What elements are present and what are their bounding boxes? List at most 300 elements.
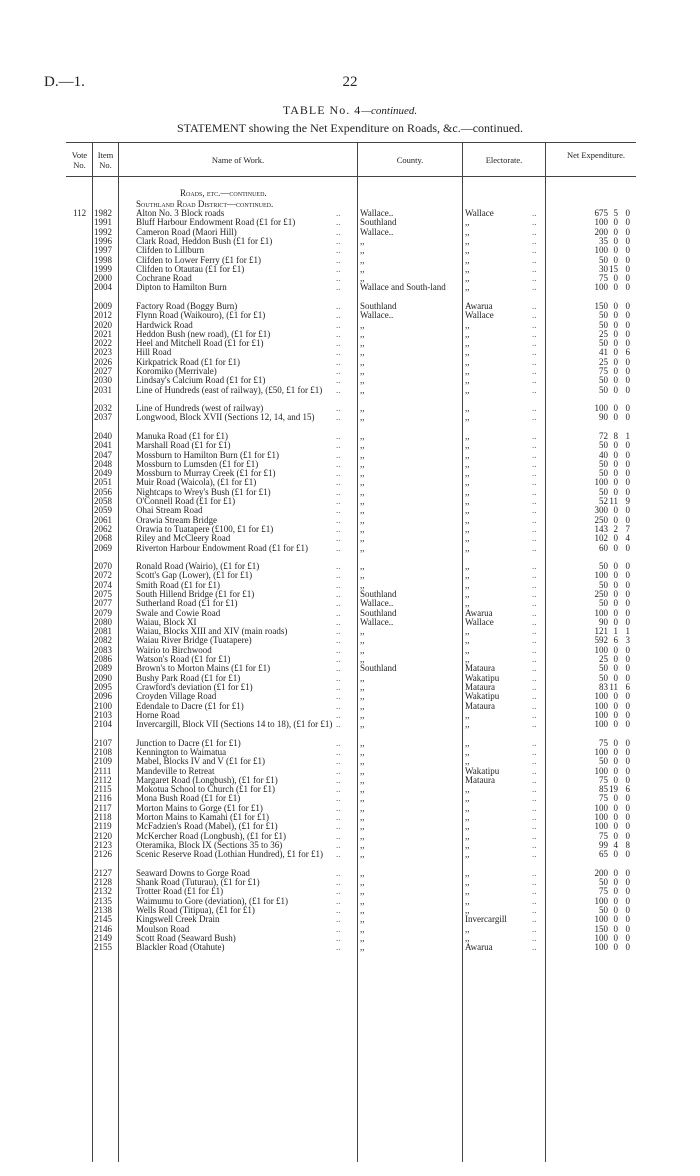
pounds: 90 bbox=[599, 616, 608, 627]
shillings: 0 bbox=[613, 245, 618, 256]
work-name: Junction to Dacre (£1 for £1) bbox=[136, 737, 241, 748]
item-number: 2132 bbox=[94, 886, 112, 897]
county: ,, bbox=[360, 737, 365, 748]
table-row bbox=[0, 413, 700, 431]
item-number: 2149 bbox=[94, 932, 112, 943]
leader-dots: .. bbox=[532, 561, 537, 571]
shillings: 0 bbox=[613, 709, 618, 720]
pence: 0 bbox=[625, 812, 630, 822]
work-name: Scott Road (Seaward Bush) bbox=[136, 932, 236, 943]
pence: 0 bbox=[625, 245, 630, 256]
county: ,, bbox=[360, 347, 365, 358]
leader-dots: .. bbox=[532, 208, 537, 218]
leader-dots: .. bbox=[532, 496, 537, 506]
electorate: ,, bbox=[465, 366, 470, 376]
shillings: 0 bbox=[613, 356, 618, 367]
vote-number: 112 bbox=[73, 208, 87, 218]
pounds: 72 bbox=[599, 430, 608, 441]
pence: 0 bbox=[625, 904, 630, 915]
item-number: 2135 bbox=[94, 895, 112, 906]
item-number: 2111 bbox=[94, 765, 112, 776]
leader-dots: .. bbox=[336, 208, 341, 218]
item-number: 2116 bbox=[94, 793, 112, 804]
county: ,, bbox=[360, 802, 365, 813]
electorate: Mataura bbox=[465, 774, 495, 785]
electorate: ,, bbox=[465, 468, 470, 479]
pence: 0 bbox=[625, 895, 630, 906]
leader-dots: .. bbox=[532, 672, 537, 683]
leader-dots: .. bbox=[336, 449, 341, 460]
work-name: Ohai Stream Road bbox=[136, 505, 203, 516]
shillings: 5 bbox=[613, 208, 618, 218]
pounds: 50 bbox=[599, 904, 608, 915]
work-name: Waiau, Block XI bbox=[136, 616, 197, 627]
electorate: ,, bbox=[465, 830, 470, 841]
pounds: 50 bbox=[599, 598, 608, 609]
pence: 0 bbox=[625, 458, 630, 469]
item-number: 2115 bbox=[94, 784, 112, 795]
pounds: 75 bbox=[599, 737, 608, 748]
pence: 0 bbox=[625, 505, 630, 516]
shillings: 0 bbox=[613, 310, 618, 321]
pounds: 50 bbox=[599, 375, 608, 386]
leader-dots: .. bbox=[336, 440, 341, 451]
shillings: 0 bbox=[613, 403, 618, 414]
item-number: 2119 bbox=[94, 821, 112, 832]
electorate: ,, bbox=[465, 496, 470, 506]
item-number: 2027 bbox=[94, 366, 112, 376]
shillings: 0 bbox=[613, 514, 618, 525]
electorate: ,, bbox=[465, 737, 470, 748]
work-name: Hardwick Road bbox=[136, 319, 193, 330]
shillings: 0 bbox=[613, 273, 618, 284]
pounds: 592 bbox=[594, 635, 608, 646]
shillings: 0 bbox=[613, 226, 618, 237]
leader-dots: .. bbox=[336, 588, 341, 599]
county: Wallace.. bbox=[360, 310, 394, 321]
section-heading: Roads, etc.—continued. bbox=[180, 188, 267, 198]
item-number: 2082 bbox=[94, 635, 112, 646]
county: ,, bbox=[360, 681, 365, 692]
leader-dots: .. bbox=[532, 914, 537, 925]
county: ,, bbox=[360, 886, 365, 897]
electorate: ,, bbox=[465, 895, 470, 906]
page-number: 22 bbox=[342, 74, 358, 90]
shillings: 0 bbox=[613, 235, 618, 246]
electorate: ,, bbox=[465, 254, 470, 265]
leader-dots: .. bbox=[336, 598, 341, 609]
county: ,, bbox=[360, 793, 365, 804]
electorate: ,, bbox=[465, 579, 470, 590]
shillings: 0 bbox=[613, 533, 618, 544]
shillings: 11 bbox=[609, 681, 618, 692]
leader-dots: .. bbox=[532, 319, 537, 330]
pence: 0 bbox=[625, 830, 630, 841]
shillings: 0 bbox=[613, 486, 618, 497]
county: ,, bbox=[360, 263, 365, 274]
shillings: 0 bbox=[613, 598, 618, 609]
pounds: 40 bbox=[599, 449, 608, 460]
table-row bbox=[0, 311, 700, 320]
leader-dots: .. bbox=[336, 942, 341, 953]
leader-dots: .. bbox=[336, 691, 341, 702]
item-number: 2103 bbox=[94, 709, 112, 720]
leader-dots: .. bbox=[532, 867, 537, 878]
county: ,, bbox=[360, 366, 365, 376]
shillings: 2 bbox=[613, 523, 618, 534]
electorate: ,, bbox=[465, 886, 470, 897]
item-number: 2072 bbox=[94, 570, 112, 581]
electorate: ,, bbox=[465, 440, 470, 451]
county: ,, bbox=[360, 700, 365, 711]
work-name: Clifden to Otautau (£1 for £1) bbox=[136, 263, 245, 274]
header-bottom-rule bbox=[66, 176, 636, 177]
leader-dots: .. bbox=[532, 765, 537, 776]
county: ,, bbox=[360, 384, 365, 395]
pounds: 150 bbox=[594, 300, 608, 311]
leader-dots: .. bbox=[532, 226, 537, 237]
leader-dots: .. bbox=[336, 904, 341, 915]
county: ,, bbox=[360, 877, 365, 887]
table-row bbox=[0, 757, 700, 766]
leader-dots: .. bbox=[336, 403, 341, 414]
work-name: Factory Road (Boggy Burn) bbox=[136, 300, 238, 311]
table-row bbox=[0, 283, 700, 301]
electorate: ,, bbox=[465, 347, 470, 358]
leader-dots: .. bbox=[336, 412, 341, 423]
shillings: 0 bbox=[613, 821, 618, 832]
pence: 0 bbox=[625, 672, 630, 683]
item-number: 1982 bbox=[94, 208, 112, 218]
leader-dots: .. bbox=[532, 719, 537, 730]
leader-dots: .. bbox=[532, 700, 537, 711]
leader-dots: .. bbox=[336, 774, 341, 785]
item-number: 2128 bbox=[94, 877, 112, 887]
item-number: 1998 bbox=[94, 254, 112, 265]
pounds: 50 bbox=[599, 468, 608, 479]
pounds: 50 bbox=[599, 310, 608, 321]
leader-dots: .. bbox=[336, 263, 341, 274]
shillings: 0 bbox=[613, 849, 618, 860]
county: ,, bbox=[360, 709, 365, 720]
leader-dots: .. bbox=[336, 672, 341, 683]
item-number: 2120 bbox=[94, 830, 112, 841]
work-name: Crawford's deviation (£1 for £1) bbox=[136, 681, 253, 692]
shillings: 0 bbox=[613, 440, 618, 451]
county: ,, bbox=[360, 691, 365, 702]
table-row bbox=[0, 441, 700, 450]
leader-dots: .. bbox=[336, 226, 341, 237]
electorate: ,, bbox=[465, 226, 470, 237]
item-number: 2012 bbox=[94, 310, 112, 321]
work-name: Kingswell Creek Drain bbox=[136, 914, 220, 925]
pence: 0 bbox=[625, 235, 630, 246]
table-row bbox=[0, 534, 700, 543]
county: Southland bbox=[360, 607, 397, 618]
work-name: Muir Road (Waicola), (£1 for £1) bbox=[136, 477, 257, 488]
pence: 0 bbox=[625, 654, 630, 664]
electorate: ,, bbox=[465, 338, 470, 349]
pounds: 121 bbox=[594, 626, 608, 637]
leader-dots: .. bbox=[532, 486, 537, 497]
electorate: ,, bbox=[465, 793, 470, 804]
work-name: Clifden to Lower Ferry (£1 for £1) bbox=[136, 254, 261, 265]
shillings: 0 bbox=[613, 449, 618, 460]
county: ,, bbox=[360, 375, 365, 386]
work-name: Morton Mains to Kamahi (£1 for £1) bbox=[136, 812, 269, 822]
county: ,, bbox=[360, 254, 365, 265]
shillings: 0 bbox=[613, 458, 618, 469]
pence: 0 bbox=[625, 588, 630, 599]
work-name: South Hillend Bridge (£1 for £1) bbox=[136, 588, 255, 599]
item-number: 2138 bbox=[94, 904, 112, 915]
electorate: ,, bbox=[465, 486, 470, 497]
item-number: 2107 bbox=[94, 737, 112, 748]
leader-dots: .. bbox=[532, 245, 537, 256]
county: ,, bbox=[360, 830, 365, 841]
pence: 0 bbox=[625, 737, 630, 748]
leader-dots: .. bbox=[532, 681, 537, 692]
pounds: 75 bbox=[599, 830, 608, 841]
electorate: ,, bbox=[465, 477, 470, 488]
work-name: Oteramika, Block IX (Sections 35 to 36) bbox=[136, 839, 283, 850]
shillings: 0 bbox=[613, 877, 618, 887]
electorate: ,, bbox=[465, 561, 470, 571]
county: ,, bbox=[360, 644, 365, 655]
pounds: 100 bbox=[594, 691, 608, 702]
pounds: 100 bbox=[594, 709, 608, 720]
pence: 0 bbox=[625, 942, 630, 953]
leader-dots: .. bbox=[532, 942, 537, 953]
pence: 0 bbox=[625, 616, 630, 627]
leader-dots: .. bbox=[532, 533, 537, 544]
work-name: Nightcaps to Wrey's Bush (£1 for £1) bbox=[136, 486, 271, 497]
leader-dots: .. bbox=[336, 812, 341, 822]
work-name: Marshall Road (£1 for £1) bbox=[136, 440, 231, 451]
item-number: 2022 bbox=[94, 338, 112, 349]
work-name: Mandeville to Retreat bbox=[136, 765, 215, 776]
pence: 0 bbox=[625, 561, 630, 571]
county: Southland bbox=[360, 217, 397, 228]
leader-dots: .. bbox=[336, 356, 341, 367]
leader-dots: .. bbox=[532, 895, 537, 906]
table-title bbox=[0, 103, 700, 118]
electorate: ,, bbox=[465, 533, 470, 544]
pence: 0 bbox=[625, 746, 630, 757]
pounds: 50 bbox=[599, 458, 608, 469]
electorate: ,, bbox=[465, 588, 470, 599]
work-name: Invercargill, Block VII (Sections 14 to 18), (£1 for £1) bbox=[136, 719, 333, 730]
item-number: 2026 bbox=[94, 356, 112, 367]
electorate: ,, bbox=[465, 235, 470, 246]
leader-dots: .. bbox=[336, 877, 341, 887]
work-name: Bushy Park Road (£1 for £1) bbox=[136, 672, 241, 683]
pence: 0 bbox=[625, 282, 630, 293]
item-number: 2086 bbox=[94, 654, 112, 664]
item-number: 2123 bbox=[94, 839, 112, 850]
work-name: Bluff Harbour Endowment Road (£1 for £1) bbox=[136, 217, 296, 228]
work-name: Mossburn to Hamilton Burn (£1 for £1) bbox=[136, 449, 279, 460]
pounds: 143 bbox=[594, 523, 608, 534]
leader-dots: .. bbox=[336, 663, 341, 674]
pounds: 100 bbox=[594, 821, 608, 832]
leader-dots: .. bbox=[336, 430, 341, 441]
table-row bbox=[0, 376, 700, 385]
electorate: ,, bbox=[465, 877, 470, 887]
pounds: 75 bbox=[599, 793, 608, 804]
shillings: 0 bbox=[613, 561, 618, 571]
pounds: 100 bbox=[594, 765, 608, 776]
table-row bbox=[0, 850, 700, 868]
work-name: Swale and Cowie Road bbox=[136, 607, 221, 618]
county: ,, bbox=[360, 746, 365, 757]
leader-dots: .. bbox=[532, 923, 537, 934]
pence: 1 bbox=[625, 430, 630, 441]
pence: 0 bbox=[625, 663, 630, 674]
leader-dots: .. bbox=[336, 533, 341, 544]
pounds: 100 bbox=[594, 895, 608, 906]
county: ,, bbox=[360, 756, 365, 767]
work-name: Dipton to Hamilton Burn bbox=[136, 282, 227, 293]
pence: 0 bbox=[625, 319, 630, 330]
county: ,, bbox=[360, 486, 365, 497]
work-name: Ronald Road (Wairio), (£1 for £1) bbox=[136, 561, 260, 571]
header-electorate: Electorate. bbox=[485, 155, 523, 165]
electorate: ,, bbox=[465, 217, 470, 228]
pounds: 50 bbox=[599, 319, 608, 330]
county: ,, bbox=[360, 765, 365, 776]
leader-dots: .. bbox=[336, 375, 341, 386]
leader-dots: .. bbox=[336, 607, 341, 618]
item-number: 2069 bbox=[94, 542, 112, 553]
leader-dots: .. bbox=[532, 588, 537, 599]
leader-dots: .. bbox=[532, 310, 537, 321]
county: Southland bbox=[360, 300, 397, 311]
leader-dots: .. bbox=[532, 709, 537, 720]
pence: 0 bbox=[625, 774, 630, 785]
leader-dots: .. bbox=[532, 756, 537, 767]
item-number: 2004 bbox=[94, 282, 112, 293]
leader-dots: .. bbox=[532, 579, 537, 590]
county: ,, bbox=[360, 235, 365, 246]
shillings: 0 bbox=[613, 774, 618, 785]
shillings: 15 bbox=[609, 263, 618, 274]
leader-dots: .. bbox=[336, 366, 341, 376]
electorate: ,, bbox=[465, 812, 470, 822]
pounds: 100 bbox=[594, 802, 608, 813]
pence: 0 bbox=[625, 328, 630, 339]
leader-dots: .. bbox=[532, 932, 537, 943]
electorate: ,, bbox=[465, 654, 470, 664]
shillings: 0 bbox=[613, 384, 618, 395]
pence: 1 bbox=[625, 626, 630, 637]
leader-dots: .. bbox=[336, 505, 341, 516]
electorate: ,, bbox=[465, 514, 470, 525]
leader-dots: .. bbox=[532, 654, 537, 664]
electorate: Wakatipu bbox=[465, 691, 500, 702]
pence: 6 bbox=[625, 784, 630, 795]
shillings: 0 bbox=[613, 588, 618, 599]
electorate: ,, bbox=[465, 626, 470, 637]
pounds: 50 bbox=[599, 672, 608, 683]
item-number: 2023 bbox=[94, 347, 112, 358]
electorate: ,, bbox=[465, 375, 470, 386]
work-name: Clifden to Lillburn bbox=[136, 245, 204, 256]
work-name: Mona Bush Road (£1 for £1) bbox=[136, 793, 241, 804]
item-number: 2104 bbox=[94, 719, 112, 730]
pence: 0 bbox=[625, 310, 630, 321]
item-number: 2109 bbox=[94, 756, 112, 767]
pounds: 200 bbox=[594, 867, 608, 878]
electorate: ,, bbox=[465, 904, 470, 915]
electorate: Wallace bbox=[465, 208, 494, 218]
work-name: Orawia to Tuatapere (£100, £1 for £1) bbox=[136, 523, 274, 534]
pence: 0 bbox=[625, 477, 630, 488]
work-name: Sutherland Road (£1 for £1) bbox=[136, 598, 238, 609]
pence: 0 bbox=[625, 403, 630, 414]
pounds: 25 bbox=[599, 328, 608, 339]
pounds: 675 bbox=[594, 208, 608, 218]
leader-dots: .. bbox=[336, 477, 341, 488]
county: ,, bbox=[360, 932, 365, 943]
work-name: Horne Road bbox=[136, 709, 180, 720]
electorate: Mataura bbox=[465, 700, 495, 711]
leader-dots: .. bbox=[532, 784, 537, 795]
pounds: 75 bbox=[599, 886, 608, 897]
item-number: 2096 bbox=[94, 691, 112, 702]
work-name: Orawia Stream Bridge bbox=[136, 514, 217, 525]
work-name: Scenic Reserve Road (Lothian Hundred), £1 for £1) bbox=[136, 849, 323, 860]
item-number: 2118 bbox=[94, 812, 112, 822]
leader-dots: .. bbox=[532, 356, 537, 367]
work-name: Line of Hundreds (east of railway), (£50, £1 for £1) bbox=[136, 384, 323, 395]
item-number: 2145 bbox=[94, 914, 112, 925]
pence: 0 bbox=[625, 208, 630, 218]
table-row bbox=[0, 822, 700, 831]
electorate: ,, bbox=[465, 746, 470, 757]
county: Wallace.. bbox=[360, 208, 394, 218]
leader-dots: .. bbox=[532, 830, 537, 841]
pence: 0 bbox=[625, 217, 630, 228]
leader-dots: .. bbox=[336, 821, 341, 832]
leader-dots: .. bbox=[336, 709, 341, 720]
leader-dots: .. bbox=[532, 691, 537, 702]
county: ,, bbox=[360, 523, 365, 534]
item-number: 2089 bbox=[94, 663, 112, 674]
electorate: ,, bbox=[465, 430, 470, 441]
item-number: 2020 bbox=[94, 319, 112, 330]
item-number: 2146 bbox=[94, 923, 112, 934]
electorate: ,, bbox=[465, 319, 470, 330]
item-number: 2056 bbox=[94, 486, 112, 497]
shillings: 0 bbox=[613, 468, 618, 479]
leader-dots: .. bbox=[336, 235, 341, 246]
work-name: Shank Road (Tuturau), (£1 for £1) bbox=[136, 877, 260, 887]
leader-dots: .. bbox=[532, 403, 537, 414]
pounds: 300 bbox=[594, 505, 608, 516]
leader-dots: .. bbox=[336, 802, 341, 813]
statement-heading: STATEMENT showing the Net Expenditure on Roads, &c.—continued. bbox=[176, 121, 524, 135]
pence: 0 bbox=[625, 579, 630, 590]
leader-dots: .. bbox=[532, 235, 537, 246]
county: ,, bbox=[360, 319, 365, 330]
county: ,, bbox=[360, 449, 365, 460]
electorate: ,, bbox=[465, 570, 470, 581]
work-name: Line of Hundreds (west of railway) bbox=[136, 403, 264, 414]
leader-dots: .. bbox=[336, 867, 341, 878]
leader-dots: .. bbox=[336, 793, 341, 804]
pounds: 75 bbox=[599, 273, 608, 284]
